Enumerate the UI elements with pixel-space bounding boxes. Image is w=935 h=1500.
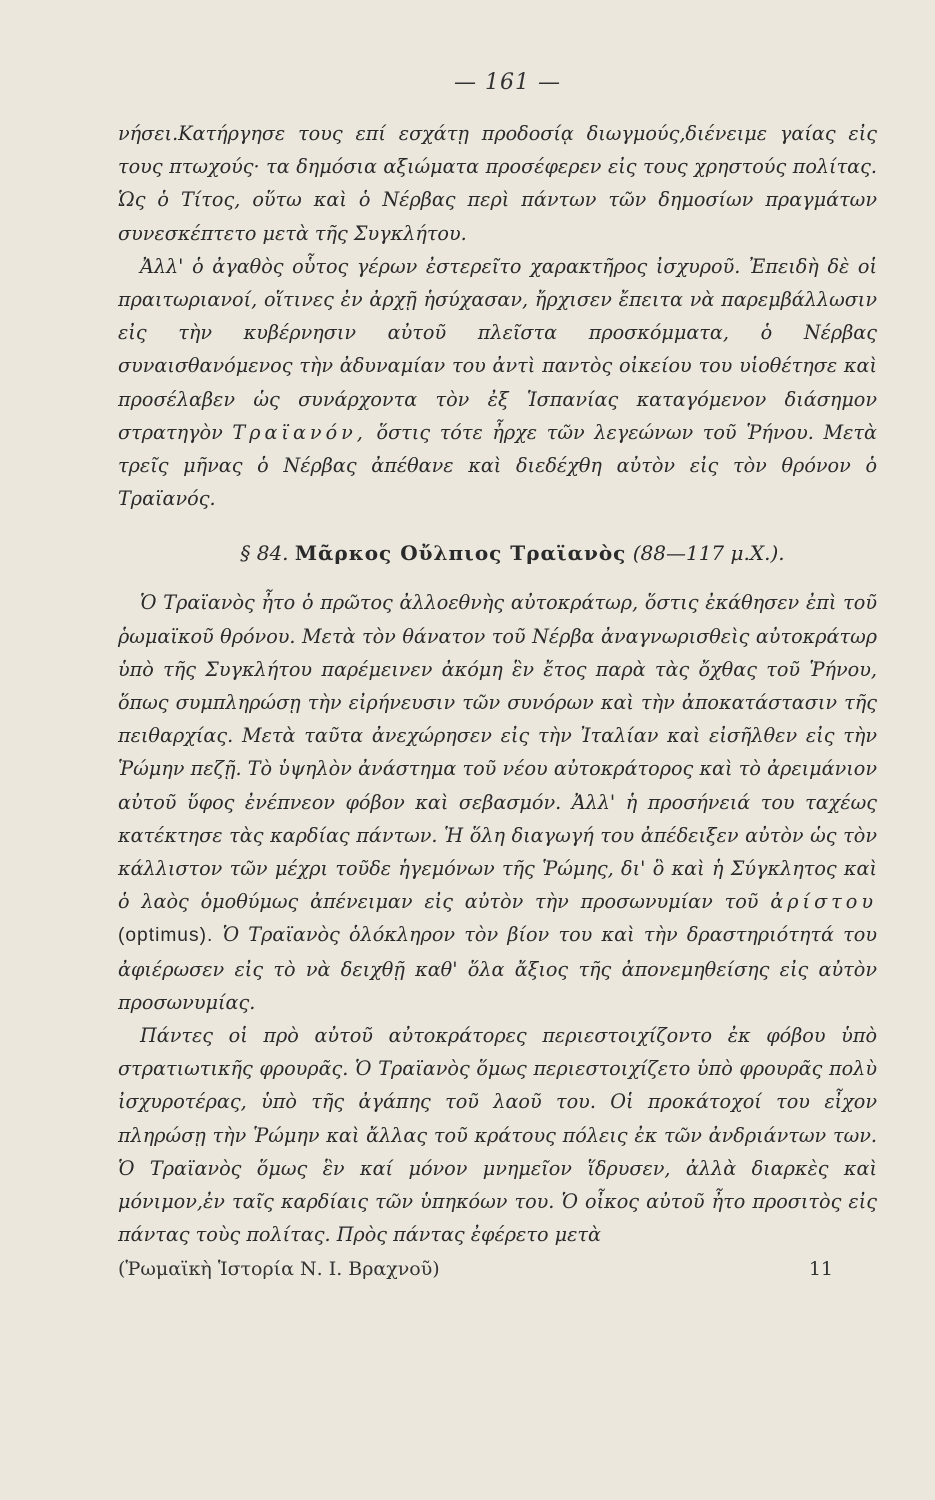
page-number: — 161 —: [454, 70, 561, 95]
spaced-name-trajan: Τραϊανόν,: [232, 420, 367, 444]
spaced-word-aristou: ἀρίστου: [770, 890, 878, 914]
page-footer: [118, 1254, 877, 1284]
footer-source: (Ῥωμαϊκὴ Ἱστορία Ν. Ι. Βραχνοῦ): [118, 1257, 440, 1280]
paragraph-3-text-a: Ὁ Τραϊανὸς ἦτο ὁ πρῶτος ἀλλοεθνὴς αὐτοκράτωρ, ὅστις ἐκάθησεν ἐπὶ τοῦ ῥωμαϊκοῦ θρόνου. Μετὰ τὸν θάνατον τοῦ Νέρβα ἀναγνωρισθεὶς αὐτοκράτωρ ὑπὸ τῆς Συγκλήτου παρέμεινεν ἀκόμη ἓν ἔτος παρὰ τὰς ὄχθας τοῦ Ῥήνου, ὅπως συμπληρώσῃ τὴν εἰρήνευσιν τῶν συνόρων καὶ τὴν ἀποκατάστασιν τῆς πειθαρχίας. Μετὰ ταῦτα ἀνεχώρησεν εἰς τὴν Ἰταλίαν καὶ εἰσῆλθεν εἰς τὴν Ῥώμην πεζῇ. Τὸ ὑψηλὸν ἀνάστημα τοῦ νέου αὐτοκράτορος καὶ τὸ ἀρειμάνιον αὐτοῦ ὕφος ἐνέπνεον φόβον καὶ σεβασμόν. Ἀλλ' ἡ προσήνειά του ταχέως κατέκτησε τὰς καρδίας πάντων. Ἡ ὅλη διαγωγή του ἀπέδειξεν αὐτὸν ὡς τὸν κάλλιστον τῶν μέχρι τοῦδε ἡγεμόνων τῆς Ῥώμης, δι' ὃ καὶ ἡ Σύγκλητος καὶ ὁ λαὸς ὁμοθύμως ἀπένειμαν εἰς αὐτὸν τὴν προσωνυμίαν τοῦ: [118, 591, 877, 914]
paragraph-1: νήσει.Κατήργησε τους επί εσχάτῃ προδοσίᾳ διωγμούς,διένειμε γαίας εἰς τους πτωχούς· τα δημόσια αξιώματα προσέφερεν εἰς τους χρηστούς πολίτας. Ὡς ὁ Τίτος, οὕτω καὶ ὁ Νέρβας περὶ πάντων τῶν δημοσίων πραγμάτων συνεσκέπτετο μετὰ τῆς Συγκλήτου.: [118, 122, 877, 245]
section-number: § 84.: [240, 541, 289, 566]
section-title: Μᾶρκος Οὔλπιος Τραϊανὸς: [294, 541, 627, 566]
paragraph-2: [118, 250, 877, 516]
paragraph-3-text-b: Ὁ Τραϊανὸς ὁλόκληρον τὸν βίον του καὶ τὴν δραστηριότητά του ἀφιέρωσεν εἰς τὸ νὰ δειχθῇ καθ' ὅλα ἄξιος τῆς ἀπονεμηθείσης εἰς αὐτὸν προσωνυμίας.: [118, 923, 877, 1014]
paragraph-2-text-a: Ἀλλ' ὁ ἀγαθὸς οὗτος γέρων ἐστερεῖτο χαρακτῆρος ἰσχυροῦ. Ἐπειδὴ δὲ οἱ πραιτωριανοί, οἵτινες ἐν ἀρχῇ ἡσύχασαν, ἤρχισεν ἔπειτα νὰ παρεμβάλλωσιν εἰς τὴν κυβέρνησιν αὐτοῦ πλεῖστα προσκόμματα, ὁ Νέρβας συναισθανόμενος τὴν ἀδυναμίαν του ἀντὶ παντὸς οἰκείου του υἱοθέτησε καὶ προσέλαβεν ὡς συνάρχοντα τὸν ἐξ Ἱσπανίας καταγόμενον διάσημον στρατηγὸν: [118, 254, 877, 444]
latin-term-optimus: (optimus).: [118, 925, 214, 947]
paragraph-2-text-b: ὅστις τότε ἦρχε τῶν λεγεώνων τοῦ Ῥήνου. Μετὰ τρεῖς μῆνας ὁ Νέρβας ἀπέθανε καὶ διεδέχθη αὐτὸν εἰς τὸν θρόνον ὁ Τραϊανός.: [118, 420, 877, 511]
paragraph-3: [118, 586, 877, 1019]
paragraph-4: Πάντες οἱ πρὸ αὐτοῦ αὐτοκράτορες περιεστοιχίζοντο ἐκ φόβου ὑπὸ στρατιωτικῆς φρουρᾶς. Ὁ Τραϊανὸς ὅμως περιεστοιχίζετο ὑπὸ φρουρᾶς πολὺ ἰσχυροτέρας, ὑπὸ τῆς ἀγάπης τοῦ λαοῦ του. Οἱ προκάτοχοί του εἶχον πληρώσῃ τὴν Ῥώμην καὶ ἄλλας τοῦ κράτους πόλεις ἐκ τῶν ἀνδριάντων των. Ὁ Τραϊανὸς ὅμως ἓν καί μόνον μνημεῖον ἵδρυσεν, ἀλλὰ διαρκὲς καὶ μόνιμον,ἐν ταῖς καρδίαις τῶν ὑπηκόων του. Ὁ οἶκος αὐτοῦ ἦτο προσιτὸς εἰς πάντας τοὺς πολίτας. Πρὸς πάντας ἐφέρετο μετὰ: [118, 1024, 877, 1247]
footer-signature-number: 11: [808, 1257, 833, 1280]
section-heading: [118, 537, 877, 570]
section-dates: (88—117 μ.Χ.).: [632, 541, 785, 566]
